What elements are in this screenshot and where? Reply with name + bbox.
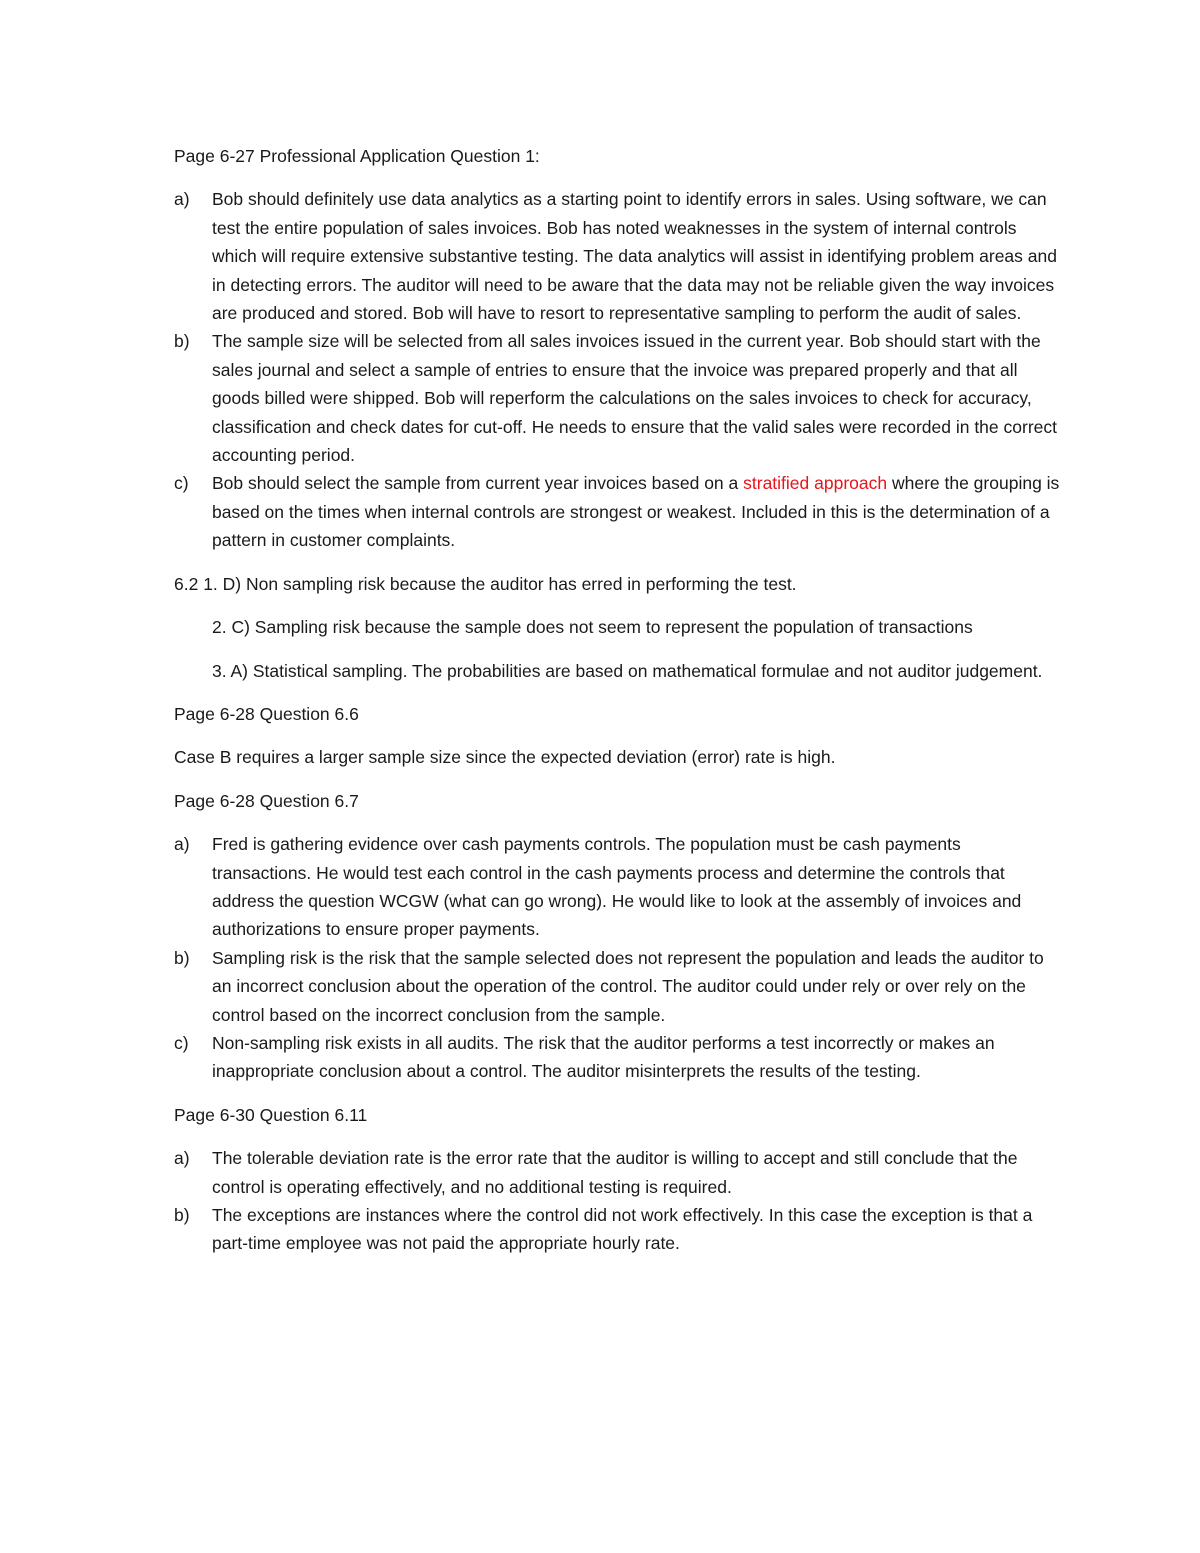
item-label: c) [174, 473, 189, 494]
item-label: a) [174, 189, 190, 210]
item-text: Fred is gathering evidence over cash payments controls. The population must be cash payments transactions. He would test each control in the cash payments process and determine the controls that address the question WCGW (what can go wrong). He would like to look at the assembly of invoices and authorizations to ensure proper payments. [212, 834, 1022, 940]
item-label: b) [174, 331, 190, 352]
document-body [174, 142, 1064, 1273]
item-label: b) [174, 1205, 190, 1225]
mc-answer-1: 6.2 1. D) Non sampling risk because the auditor has erred in performing the test. [174, 573, 797, 594]
mc-answer-2: 2. C) Sampling risk because the sample does not seem to represent the population of transactions [212, 617, 973, 638]
item-text: The exceptions are instances where the control did not work effectively. In this case the exception is that a part-time employee was not paid the appropriate hourly rate. [212, 1205, 1033, 1254]
item-label: a) [174, 834, 190, 855]
list-item [174, 1144, 1064, 1201]
item-label: c) [174, 1032, 189, 1053]
item-label: a) [174, 1148, 190, 1169]
question-6-11-list [174, 1144, 1064, 1258]
heading-question-1: Page 6-27 Professional Application Question 1: [174, 146, 540, 166]
item-text: The tolerable deviation rate is the error rate that the auditor is willing to accept and still conclude that the control is operating effectively, and no additional testing is required. [212, 1148, 1018, 1197]
item-text-before: Bob should select the sample from current year invoices based on a [212, 473, 744, 494]
item-label: b) [174, 947, 190, 968]
list-item [174, 830, 1064, 944]
question-1-list [174, 185, 1064, 554]
item-text: Non-sampling risk exists in all audits. The risk that the auditor performs a test incorrectly or makes an inappropriate conclusion about a control. The auditor misinterprets the results of the testing. [212, 1032, 995, 1082]
question-6-7-list [174, 830, 1064, 1086]
heading-question-6-6: Page 6-28 Question 6.6 [174, 703, 359, 724]
answer-6-6: Case B requires a larger sample size since the expected deviation (error) rate is high. [174, 747, 836, 768]
list-item [174, 1029, 1064, 1086]
heading-question-6-7: Page 6-28 Question 6.7 [174, 790, 359, 811]
mc-answer-3: 3. A) Statistical sampling. The probabilities are based on mathematical formulae and not auditor judgement. [212, 660, 1043, 681]
item-text: The sample size will be selected from all sales invoices issued in the current year. Bob should start with the sales journal and select a sample of entries to ensure that the invoice was prepared properly and that all goods billed were shipped. Bob will reperform the calculations on the sales invoices to check for accuracy, classification and check dates for cut-off. He needs to ensure that the valid sales were recorded in the correct accounting period. [212, 331, 1057, 466]
highlighted-term: stratified approach [743, 473, 888, 494]
item-text: Sampling risk is the risk that the sample selected does not represent the population and leads the auditor to an incorrect conclusion about the operation of the control. The auditor could under rely or over rely on the control based on the incorrect conclusion from the sample. [212, 947, 1044, 1025]
heading-question-6-11: Page 6-30 Question 6.11 [174, 1104, 368, 1125]
list-item [174, 185, 1064, 327]
list-item [174, 1201, 1064, 1258]
list-item [174, 327, 1064, 469]
list-item [174, 469, 1064, 554]
item-text: Bob should definitely use data analytics as a starting point to identify errors in sales. Using software, we can test the entire population of sales invoices. Bob has noted weaknesses in the system of internal controls which will require extensive substantive testing. The data analytics will assist in identifying problem areas and in detecting errors. The auditor will need to be aware that the data may not be reliable given the way invoices are produced and stored. Bob will have to resort to representative sampling to perform the audit of sales. [212, 189, 1057, 324]
list-item [174, 944, 1064, 1029]
item-text-after: where the grouping is based on the times when internal controls are strongest or weakest. Included in this is the determination of a pattern in customer complaints. [212, 473, 1060, 551]
